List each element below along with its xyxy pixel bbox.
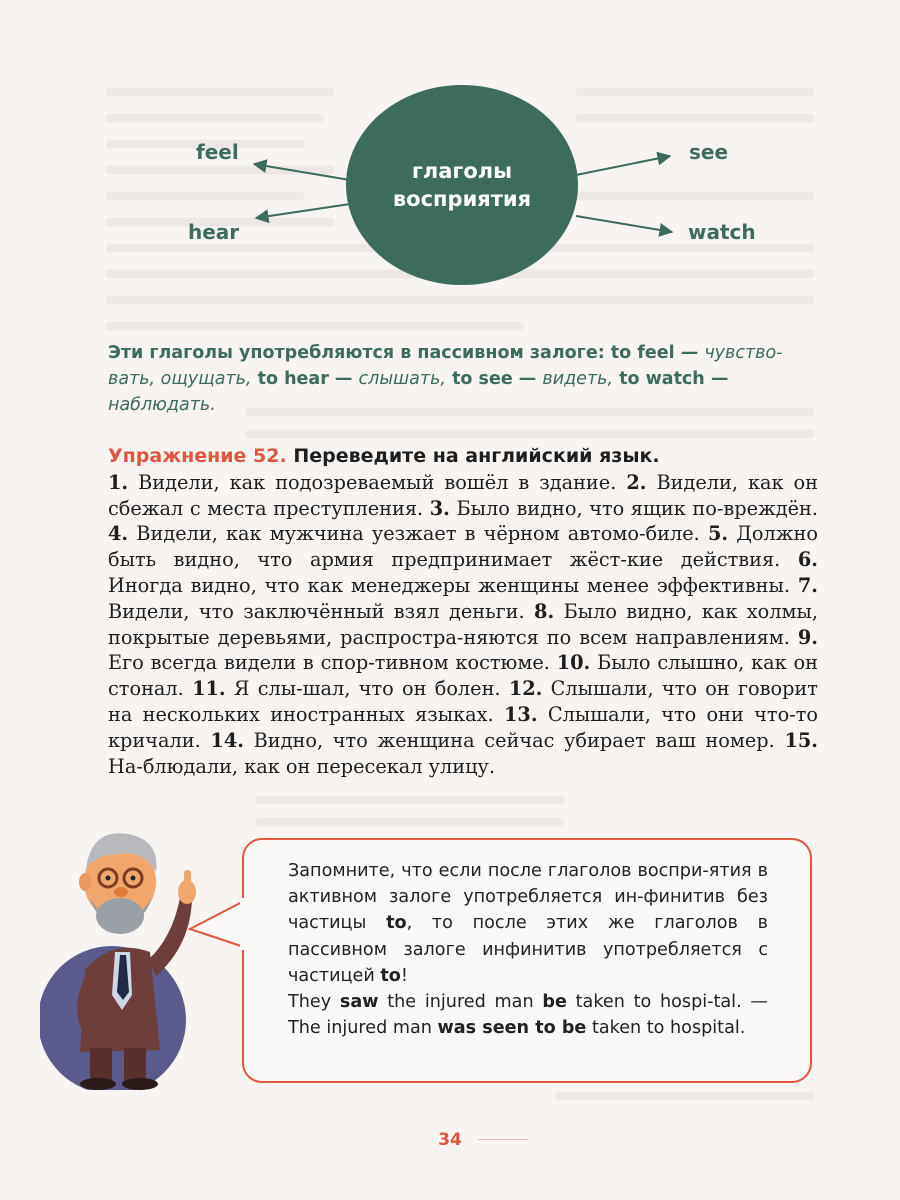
page-number-rule bbox=[478, 1139, 528, 1140]
exercise-item: 9. Его всегда видели в спор-тивном костюме. bbox=[108, 625, 818, 675]
tip-example-bold: was seen to be bbox=[437, 1018, 587, 1039]
arrow-hear bbox=[256, 204, 350, 218]
perception-verbs-diagram bbox=[0, 80, 900, 300]
tip-part: ! bbox=[400, 965, 408, 986]
tip-example: They bbox=[288, 992, 332, 1013]
tip-part: , то после этих же глаголов в пассивном залоге инфинитив употребляется с частицей bbox=[288, 913, 768, 986]
exercise-item: 2. Видели, как он сбежал с места преступления. bbox=[108, 470, 818, 520]
tip-example-bold: be bbox=[542, 992, 567, 1013]
center-circle bbox=[346, 85, 578, 285]
passive-note bbox=[108, 340, 818, 418]
note-intro: Эти глаголы употребляются в пассивном залоге: bbox=[108, 343, 605, 363]
exercise-title bbox=[108, 444, 818, 470]
exercise-item: 6. Иногда видно, что как менеджеры женщины менее эффективны. bbox=[108, 548, 818, 597]
exercise-item: 12. Слышали, что он говорит на нескольких иностранных языках. bbox=[108, 677, 818, 726]
tip-text bbox=[288, 858, 768, 1041]
note-pair: to feel — чувство-вать, ощущать, bbox=[108, 343, 783, 389]
note-pair: to hear — слышать, bbox=[257, 369, 446, 389]
professor-illustration bbox=[40, 820, 240, 1090]
exercise-label: Упражнение 52. bbox=[108, 445, 287, 467]
exercise-item: 15. На-блюдали, как он пересекал улицу. bbox=[108, 728, 818, 778]
center-line-1: глаголы bbox=[411, 159, 513, 183]
arrow-watch bbox=[576, 216, 672, 232]
tip-part: Запомните, что если после глаголов воспри-ятия в активном залоге употребляется ин-финитив без частицы bbox=[288, 861, 768, 934]
tip-example: taken to hospi-tal. — The injured man bbox=[288, 992, 768, 1039]
page-number: 34 bbox=[438, 1130, 462, 1150]
exercise-item: 10. Было слышно, как он стонал. bbox=[108, 651, 818, 701]
verb-hear: hear bbox=[188, 220, 240, 244]
tip-particle: to bbox=[386, 913, 407, 934]
note-pair: to see — видеть, bbox=[452, 369, 614, 389]
exercise-item: 8. Было видно, как холмы, покрытые деревьями, распростра-няются по всем направлениям. bbox=[108, 599, 818, 649]
note-pair: to watch — наблюдать. bbox=[108, 369, 729, 415]
bubble-tail-cover bbox=[238, 896, 248, 952]
exercise-item: 4. Видели, как мужчина уезжает в чёрном автомо-биле. bbox=[108, 522, 700, 546]
tip-particle: to bbox=[380, 965, 401, 986]
exercise-item: 5. Должно быть видно, что армия предпринимает жёст-кие действия. bbox=[108, 522, 818, 572]
exercise-instruction: Переведите на английский язык. bbox=[293, 445, 660, 467]
arrow-see bbox=[576, 156, 670, 175]
exercise-52 bbox=[108, 444, 818, 779]
verb-feel: feel bbox=[196, 140, 239, 164]
tip-example: taken to hospital. bbox=[591, 1018, 746, 1039]
exercise-item: 13. Слышали, что они что-то кричали. bbox=[108, 702, 818, 752]
verb-see: see bbox=[689, 140, 729, 164]
center-line-2: восприятия bbox=[392, 187, 532, 211]
tip-example-bold: saw bbox=[339, 992, 379, 1013]
exercise-item: 11. Я слы-шал, что он болен. bbox=[192, 677, 501, 701]
exercise-item: 3. Было видно, что ящик по-вреждён. bbox=[429, 496, 818, 520]
arrow-feel bbox=[254, 164, 350, 180]
tip-example: the injured man bbox=[387, 992, 534, 1013]
exercise-item: 1. Видели, как подозреваемый вошёл в здание. bbox=[108, 470, 617, 494]
exercise-item: 14. Видно, что женщина сейчас убирает ваш номер. bbox=[210, 728, 775, 752]
verb-watch: watch bbox=[688, 220, 756, 244]
exercise-item: 7. Видели, что заключённый взял деньги. bbox=[108, 573, 818, 623]
exercise-body bbox=[108, 470, 818, 780]
